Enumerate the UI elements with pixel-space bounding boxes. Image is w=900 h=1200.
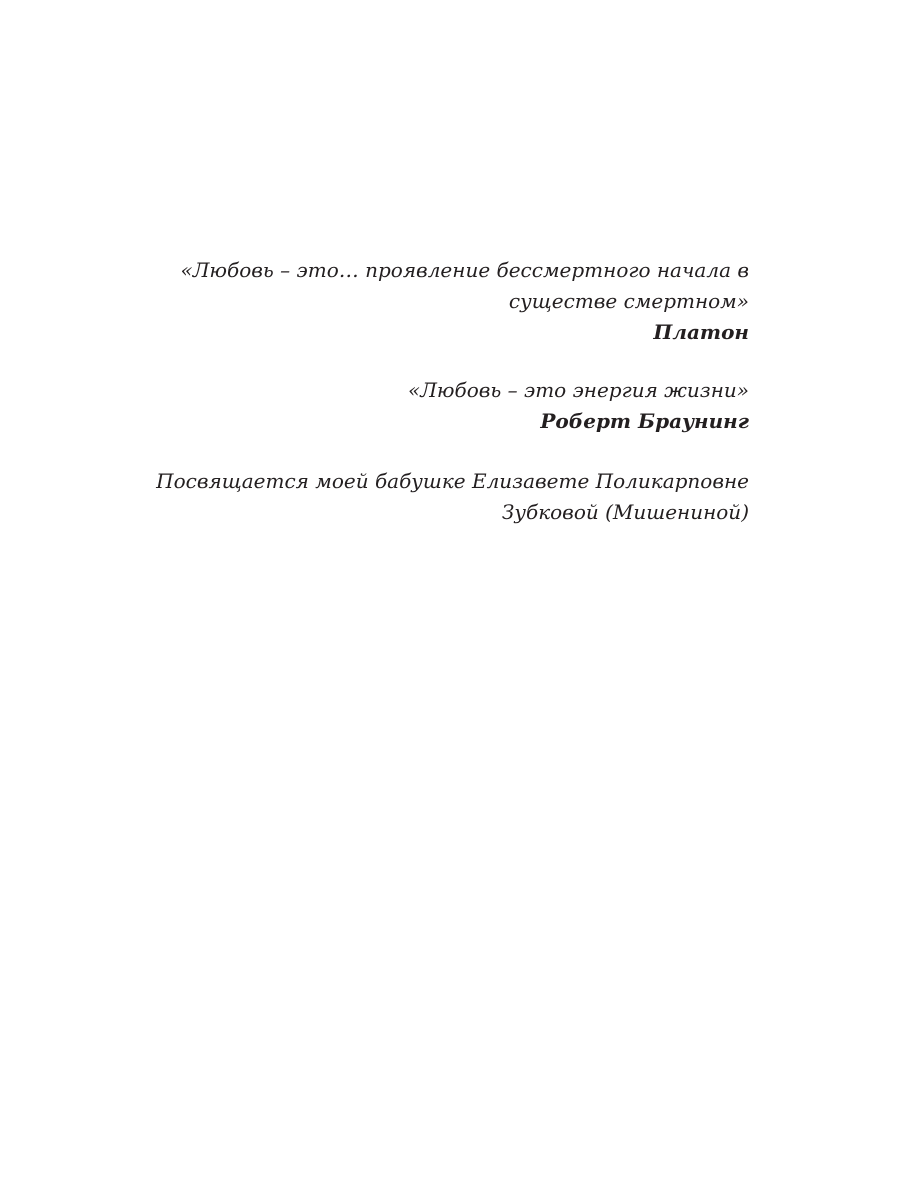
- quote-line: существе смертном»: [508, 289, 749, 313]
- quote-author: Роберт Браунинг: [540, 409, 749, 433]
- dedication-line: Посвящается моей бабушке Елизавете Поликарповне: [156, 469, 749, 493]
- quote-line: «Любовь – это энергия жизни»: [407, 378, 749, 402]
- quote-author: Платон: [653, 320, 749, 344]
- dedication-line: Зубковой (Мишениной): [501, 500, 749, 524]
- quote-line: «Любовь – это… проявление бессмертного начала в: [180, 258, 749, 282]
- epigraph-plato: [109, 255, 749, 348]
- epigraph-browning: [109, 375, 749, 437]
- dedication: [109, 466, 749, 528]
